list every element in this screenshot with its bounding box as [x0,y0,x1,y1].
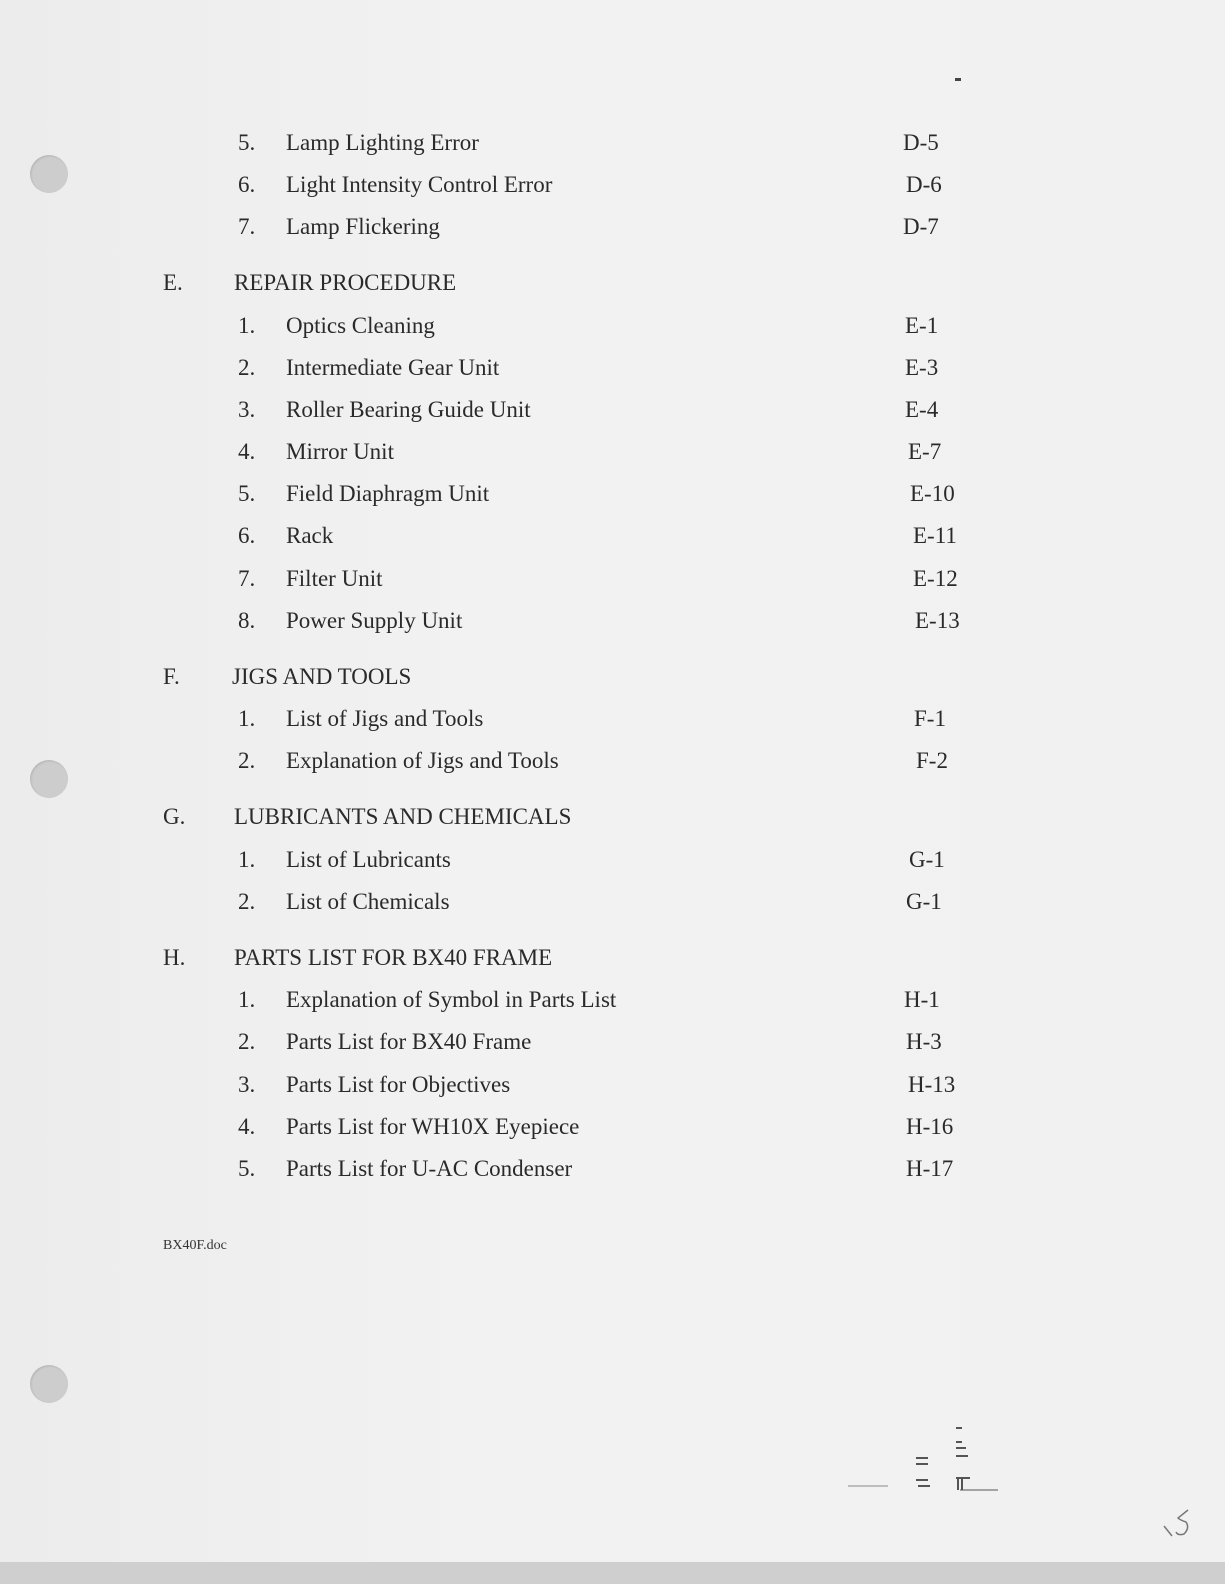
item-page: E-7 [908,439,942,464]
toc-item [0,1070,1225,1100]
item-title: Field Diaphragm Unit [286,481,490,506]
toc-section-heading [0,802,1225,832]
toc-item [0,170,1225,200]
toc-item [0,887,1225,917]
item-number: 2. [238,748,256,773]
toc-item [0,845,1225,875]
item-title: Explanation of Symbol in Parts List [286,987,617,1012]
item-page: F-2 [916,748,948,773]
item-title: List of Jigs and Tools [286,706,484,731]
document-filename: BX40F.doc [163,1238,227,1253]
item-title: Mirror Unit [286,439,394,464]
item-title: List of Chemicals [286,889,450,914]
item-title: Lamp Lighting Error [286,130,479,155]
toc-item [0,437,1225,467]
toc-section-heading [0,943,1225,973]
toc-item [0,479,1225,509]
item-number: 1. [238,313,256,338]
item-title: Rack [286,523,334,548]
item-page: D-5 [903,130,939,155]
item-number: 4. [238,439,256,464]
item-page: E-4 [905,397,939,422]
item-number: 5. [238,130,256,155]
item-number: 6. [238,172,256,197]
item-number: 3. [238,397,256,422]
toc-item [0,704,1225,734]
item-number: 1. [238,706,256,731]
item-number: 7. [238,566,256,591]
item-number: 5. [238,481,256,506]
item-title: Explanation of Jigs and Tools [286,748,559,773]
section-letter: G. [163,804,186,829]
item-number: 1. [238,847,256,872]
item-number: 2. [238,355,256,380]
item-number: 8. [238,608,256,633]
item-page: F-1 [914,706,946,731]
item-title: Parts List for U-AC Condenser [286,1156,573,1181]
toc-section-heading [0,662,1225,692]
item-page: E-13 [915,608,960,633]
section-letter: E. [163,270,183,295]
section-letter: F. [163,664,180,689]
item-title: Intermediate Gear Unit [286,355,500,380]
item-title: Optics Cleaning [286,313,435,338]
item-title: Power Supply Unit [286,608,463,633]
item-page: G-1 [909,847,945,872]
toc-item [0,746,1225,776]
page-bottom-edge [0,1562,1225,1584]
toc-item [0,311,1225,341]
item-title: Light Intensity Control Error [286,172,553,197]
item-page: H-13 [908,1072,956,1097]
item-page: H-1 [904,987,940,1012]
item-page: E-10 [910,481,955,506]
toc-item [0,128,1225,158]
item-number: 3. [238,1072,256,1097]
section-title: LUBRICANTS AND CHEMICALS [234,804,572,829]
item-number: 6. [238,523,256,548]
item-title: Filter Unit [286,566,383,591]
toc-item [0,395,1225,425]
item-title: Roller Bearing Guide Unit [286,397,531,422]
section-title: PARTS LIST FOR BX40 FRAME [234,945,553,970]
item-title: Lamp Flickering [286,214,440,239]
toc-item [0,521,1225,551]
item-title: Parts List for BX40 Frame [286,1029,532,1054]
toc-item [0,606,1225,636]
item-title: List of Lubricants [286,847,451,872]
toc-item [0,353,1225,383]
toc-item [0,1112,1225,1142]
item-number: 1. [238,987,256,1012]
item-page: D-6 [906,172,942,197]
item-page: G-1 [906,889,942,914]
item-page: E-1 [905,313,939,338]
item-page: E-11 [913,523,957,548]
item-title: Parts List for Objectives [286,1072,511,1097]
item-number: 2. [238,1029,256,1054]
scan-marks [848,1420,998,1500]
toc-item [0,1027,1225,1057]
toc-item [0,985,1225,1015]
item-page: E-12 [913,566,958,591]
toc-item [0,1154,1225,1184]
handwritten-page-number [1160,1506,1200,1540]
section-letter: H. [163,945,186,970]
item-number: 4. [238,1114,256,1139]
toc-section-heading [0,268,1225,298]
item-page: E-3 [905,355,939,380]
speck-mark [955,78,961,81]
item-number: 5. [238,1156,256,1181]
punch-hole-bottom [30,1365,68,1403]
toc-item [0,212,1225,242]
item-page: H-17 [906,1156,954,1181]
item-page: D-7 [903,214,939,239]
item-title: Parts List for WH10X Eyepiece [286,1114,580,1139]
section-title: JIGS AND TOOLS [232,664,412,689]
item-page: H-3 [906,1029,942,1054]
section-title: REPAIR PROCEDURE [234,270,457,295]
toc-item [0,564,1225,594]
item-page: H-16 [906,1114,954,1139]
item-number: 2. [238,889,256,914]
item-number: 7. [238,214,256,239]
